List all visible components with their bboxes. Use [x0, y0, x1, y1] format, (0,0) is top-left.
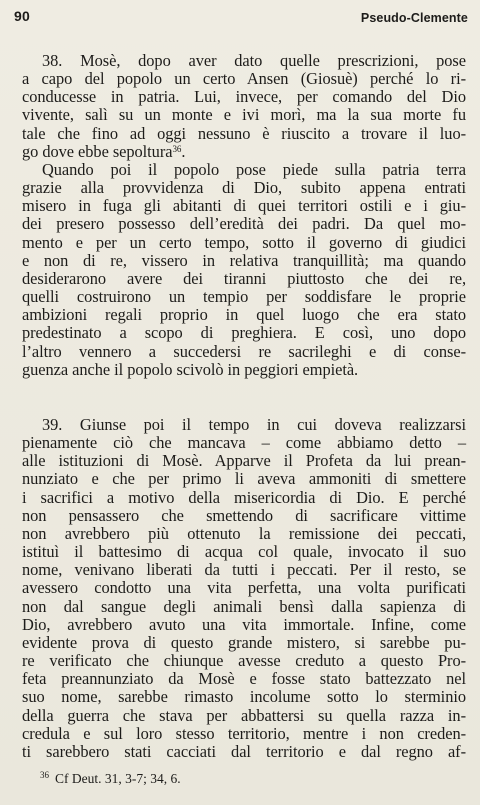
footnote-number: 36: [40, 770, 49, 780]
page-number: 90: [14, 8, 30, 24]
text-line: non dal sangue degli animali bensì dalla sapienza di: [22, 596, 466, 616]
text-line: grazie alla provvidenza di Dio, subito appena entrati: [22, 178, 466, 198]
running-head: Pseudo-Clemente: [360, 11, 468, 25]
footnote: [40, 771, 181, 787]
text-line: misero in fuga gli abitanti di quei territori ostili e i giu-: [22, 196, 466, 216]
text-line: i sacrifici a motivo della misericordia di Dio. E perché: [22, 487, 466, 507]
text-line: non avrebbero più ottenuto la remissione dei peccati,: [22, 523, 466, 543]
text-line: nunziato e che per primo li aveva ammoniti di smettere: [22, 469, 466, 489]
text-line: pienamente ciò che mancava – come abbiamo detto –: [22, 433, 466, 453]
text-line: re verificato che chiunque avesse creduto a questo Pro-: [22, 651, 466, 671]
text-line: evidente prova di questo grande mistero, si sarebbe pu-: [22, 632, 466, 652]
text-line: Quando poi il popolo pose piede sulla patria terra: [42, 159, 466, 179]
text-line: vivente, salì su un monte e ivi morì, ma la sua morte fu: [22, 105, 466, 125]
text-line: go dove ebbe sepoltura: [22, 141, 173, 161]
text-line: l’altro vennero a succedersi re sacrileghi e di conse-: [22, 341, 466, 361]
text-line: Dio, avrebbero avuto una vita immortale. Infine, come: [22, 614, 466, 634]
footnote-reference: 36: [172, 143, 182, 154]
text-line: 38. Mosè, dopo aver dato quelle prescrizioni, pose: [42, 51, 466, 70]
page-header: [14, 8, 468, 28]
text-line: feta preannunziato da Mosè e fosse stato battezzato nel: [22, 669, 466, 689]
text-line: non pensassero che smettendo di sacrificare vittime: [22, 505, 466, 525]
text-line: tale che fino ad oggi nessuno è riuscito a trovare il luo-: [22, 123, 466, 143]
text-line: nome, venivano liberati da tutti i peccati. Per il resto, se: [22, 560, 466, 580]
text-line: a capo del popolo un certo Ansen (Giosuè) perché lo ri-: [22, 69, 466, 89]
footnote-text: Cf Deut. 31, 3-7; 34, 6.: [55, 771, 181, 786]
text-line: istituì il battesimo di acqua col quale, invocato il suo: [22, 542, 466, 562]
text-line: della guerra che stava per abbattersi su quella razza in-: [22, 705, 466, 725]
text-line: predestinato a scopo di preghiera. E così, uno dopo: [22, 323, 466, 343]
text-line: e non di re, vissero in relativa tranquillità; ma quando: [22, 250, 466, 270]
text-line: credula e sul loro stesso territorio, mentre i non creden-: [22, 723, 466, 743]
text-line: 39. Giunse poi il tempo in cui doveva realizzarsi: [42, 415, 466, 434]
text-line: conducesse in patria. Lui, invece, per comando del Dio: [22, 87, 466, 107]
text-line: desiderarono avere dei tiranni piuttosto che dei re,: [22, 268, 466, 288]
paragraph-section-39: [22, 416, 466, 761]
text-line: guenza anche il popolo scivolò in peggiori empietà.: [22, 359, 359, 379]
text-line: dei presero possesso dell’eredità dei padri. Da quel mo-: [22, 214, 466, 234]
text-line: alle istituzioni di Mosè. Apparve il Profeta da lui prean-: [22, 451, 466, 471]
paragraph-section-38: [22, 52, 466, 379]
text-line: ti sarebbero stati cacciati dal territorio e dal regno af-: [22, 741, 466, 761]
text-line: avessero condotto una vita perfetta, una volta purificati: [22, 578, 466, 598]
text-line: ambizioni regali proprio in quel luogo che era stato: [22, 305, 466, 325]
text-line: suo nome, sarebbe rimasto incolume sotto lo sterminio: [22, 687, 466, 707]
text-line: quelli costruirono un tempio per soddisfare le proprie: [22, 287, 466, 307]
text-line: mento e per un certo tempo, sotto il governo di giudici: [22, 232, 466, 252]
text-line-with-note: go dove ebbe sepoltura$^{36}$.: [22, 141, 186, 161]
